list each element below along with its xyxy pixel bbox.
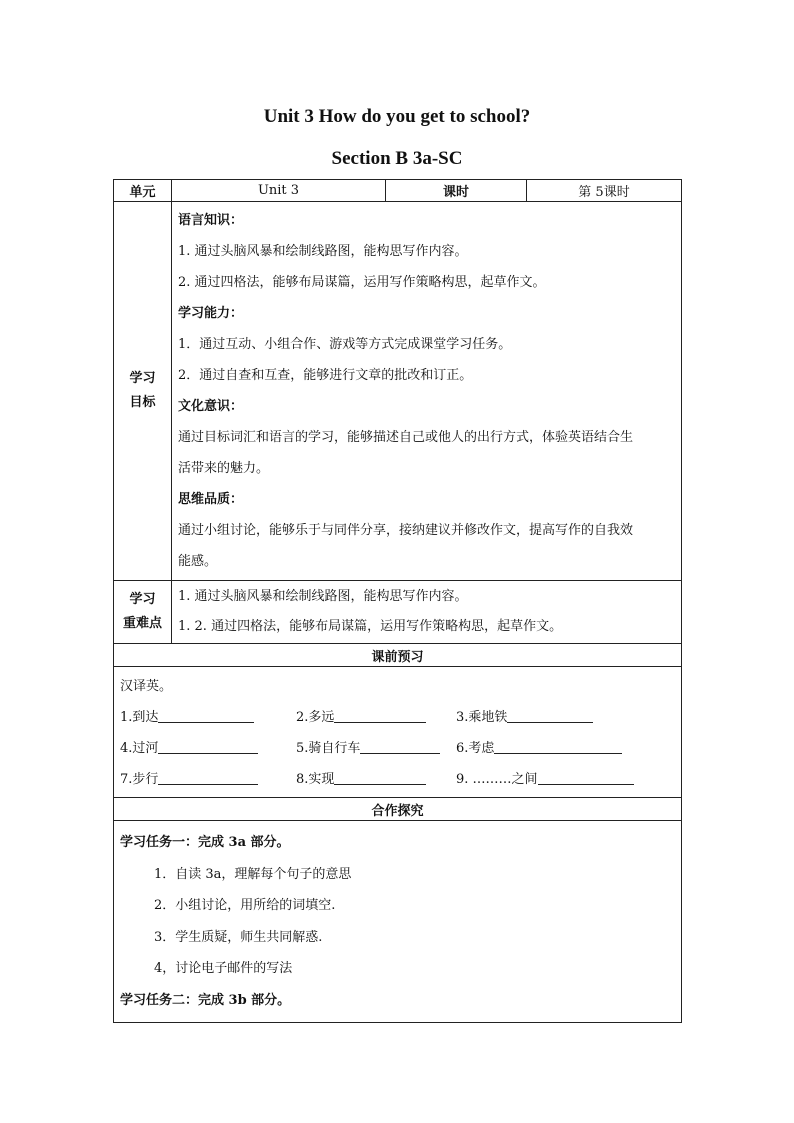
answer-blank[interactable] <box>158 708 254 723</box>
objectives-lines <box>178 205 675 577</box>
keypoint-line: 1. 2. 通过四格法，能够布局谋篇，运用写作策略构思，起草作文。 <box>178 619 563 634</box>
vocab-item <box>120 764 296 795</box>
task-step: 2．小组讨论，用所给的词填空. <box>154 898 336 913</box>
vocab-label: 4.过河 <box>120 741 159 756</box>
answer-blank[interactable] <box>158 770 258 785</box>
objective-heading: 思维品质： <box>178 492 244 507</box>
objective-heading: 学习能力： <box>178 306 244 321</box>
vocab-item <box>456 764 656 795</box>
vocab-item <box>120 733 296 764</box>
keypoint-line: 1. 通过头脑风暴和绘制线路图，能构思写作内容。 <box>178 589 468 604</box>
preview-row <box>114 667 682 798</box>
vocab-item <box>296 764 456 795</box>
vocab-row <box>120 764 675 795</box>
objectives-label: 学习 目标 <box>114 202 172 581</box>
cooperation-heading-row <box>114 798 682 821</box>
objective-line: 2. 通过四格法，能够布局谋篇，运用写作策略构思，起草作文。 <box>178 275 546 290</box>
objective-heading: 文化意识： <box>178 399 244 414</box>
answer-blank[interactable] <box>538 770 634 785</box>
cooperation-content <box>114 821 682 1023</box>
objective-line: 2．通过自查和互查，能够进行文章的批改和订正。 <box>178 368 473 383</box>
vocab-item <box>120 702 296 733</box>
objective-line: 1. 通过头脑风暴和绘制线路图，能构思写作内容。 <box>178 244 468 259</box>
task-step: 4，讨论电子邮件的写法 <box>154 961 293 976</box>
period-label: 课时 <box>386 180 527 202</box>
preview-heading-row <box>114 644 682 667</box>
cooperation-row <box>114 821 682 1023</box>
page-title: Unit 3 How do you get to school? <box>263 106 531 127</box>
vocab-label: 2.多远 <box>296 710 335 725</box>
task-step: 3．学生质疑，师生共同解惑. <box>154 929 323 945</box>
period-value: 第 5课时 <box>527 180 682 202</box>
vocab-item <box>456 702 656 733</box>
vocab-row <box>120 702 675 733</box>
objective-heading: 语言知识： <box>178 213 244 228</box>
vocab-label: 1.到达 <box>120 710 159 725</box>
objective-line: 活带来的魅力。 <box>178 461 270 476</box>
keypoints-label: 学习 重难点 <box>114 581 172 644</box>
page-subtitle: Section B 3a-SC <box>331 148 463 169</box>
answer-blank[interactable] <box>158 739 258 754</box>
objective-line: 能感。 <box>178 554 218 569</box>
vocab-row <box>120 733 675 764</box>
cooperation-heading: 合作探究 <box>114 798 682 821</box>
vocab-item <box>456 733 656 764</box>
vocab-item <box>296 702 456 733</box>
unit-value: Unit 3 <box>172 180 386 202</box>
lesson-plan-table <box>113 179 682 1023</box>
vocab-list <box>120 702 675 795</box>
keypoints-row <box>114 581 682 644</box>
vocab-label: 3.乘地铁 <box>456 710 508 725</box>
objective-line: 1．通过互动、小组合作、游戏等方式完成课堂学习任务。 <box>178 337 512 352</box>
preview-instruction: 汉译英。 <box>120 679 173 694</box>
preview-heading: 课前预习 <box>114 644 682 667</box>
objectives-row <box>114 202 682 581</box>
answer-blank[interactable] <box>360 739 440 754</box>
answer-blank[interactable] <box>494 739 622 754</box>
vocab-item <box>296 733 456 764</box>
task-two: 学习任务二：完成 3b 部分。 <box>120 992 291 1008</box>
objective-line: 通过小组讨论，能够乐于与同伴分享，接纳建议并修改作文，提高写作的自我效 <box>178 523 634 538</box>
answer-blank[interactable] <box>334 770 426 785</box>
vocab-label: 6.考虑 <box>456 741 495 756</box>
unit-label: 单元 <box>114 180 172 202</box>
vocab-label: 7.步行 <box>120 772 159 787</box>
header-row <box>114 180 682 202</box>
vocab-label: 9. ………之间 <box>456 772 538 787</box>
keypoints-content <box>172 581 682 644</box>
answer-blank[interactable] <box>507 708 593 723</box>
vocab-label: 8.实现 <box>296 772 335 787</box>
objectives-content <box>172 202 682 581</box>
answer-blank[interactable] <box>334 708 426 723</box>
preview-content <box>114 667 682 798</box>
task-step: 1．自读 3a，理解每个句子的意思 <box>154 866 352 882</box>
task-one: 学习任务一：完成 3a 部分。 <box>120 835 290 850</box>
vocab-label: 5.骑自行车 <box>296 741 361 756</box>
objective-line: 通过目标词汇和语言的学习，能够描述自己或他人的出行方式，体验英语结合生 <box>178 430 634 445</box>
